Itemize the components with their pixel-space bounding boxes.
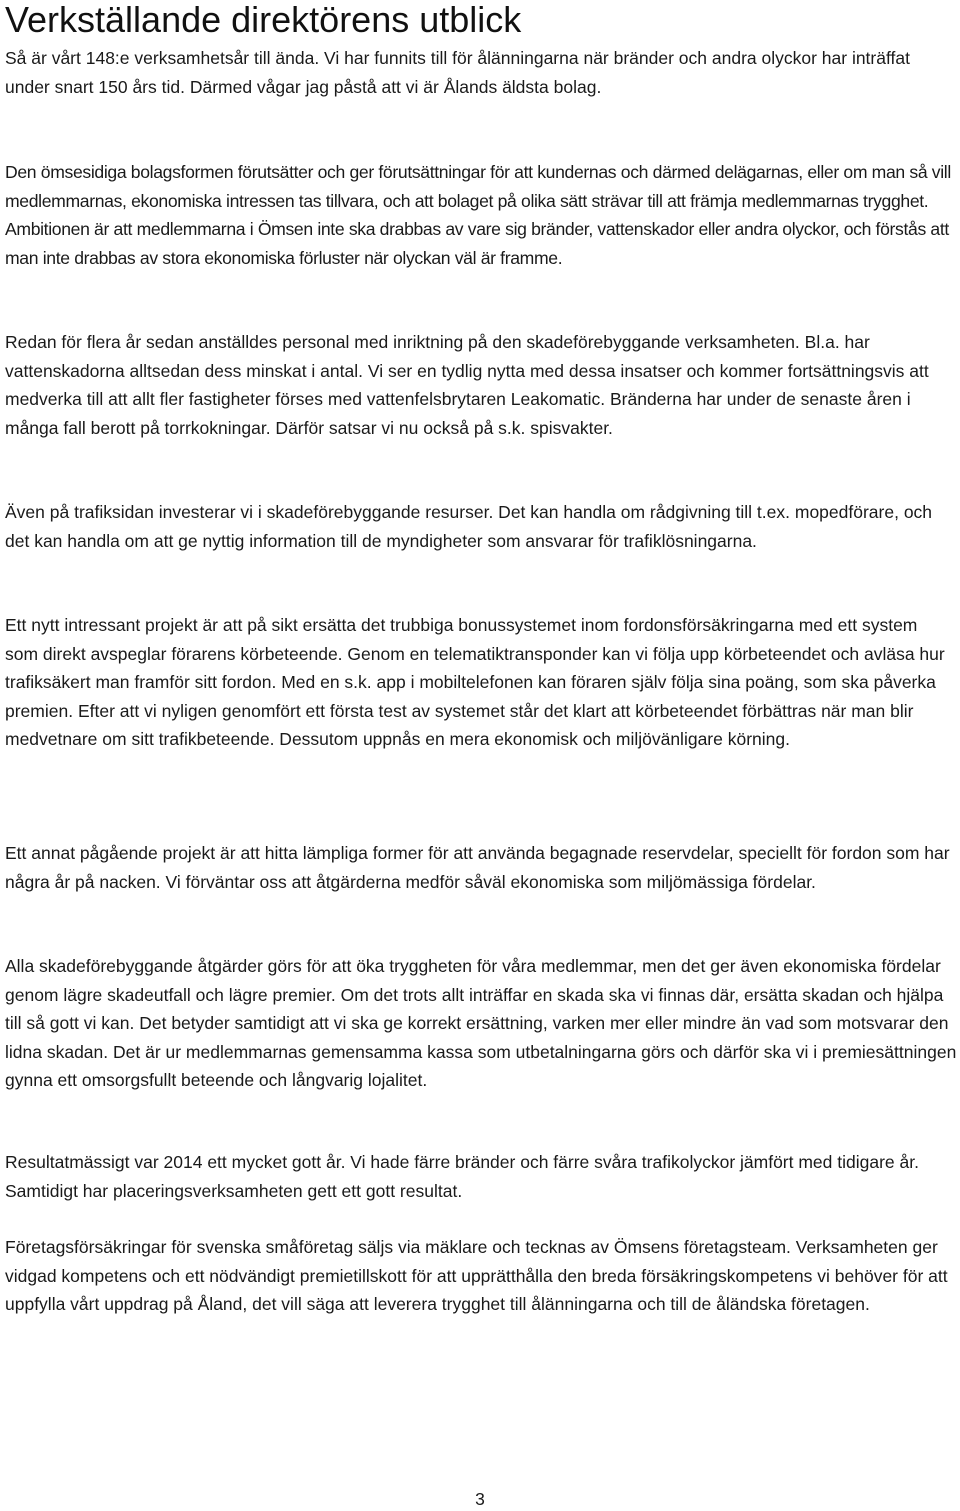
paragraph-telematics-project: Ett nytt intressant projekt är att på sikt ersätta det trubbiga bonussystemet inom fordonsförsäkringarna med ett system som direkt avspeglar förarens körbeteende. Genom en telematiktransponder kan vi följa upp körbeteendet och avläsa hur trafiksäkert man framför sitt fordon. Med en s.k. app i mobiltelefonen kan föraren själv följa sina poäng, som ska påverka premien. Efter att vi nyligen genomfört ett första test av systemet står det klart att körbeteendet förbättras när man blir medvetnare om sitt trafikbeteende. Dessutom uppnås en mera ekonomisk och miljövänligare körning. [5,615,945,749]
paragraph-mutual-company: Den ömsesidiga bolagsformen förutsätter och ger förutsättningar för att kundernas och därmed delägarnas, eller om man så vill medlemmarnas, ekonomiska intressen tas tillvara, och att bolaget på olika sätt strävar till att främja medlemmarnas trygghet. Ambitionen är att medlemmarna i Ömsen inte ska drabbas av vare sig bränder, vattenskador eller andra olyckor, och förstås att man inte drabbas av stora ekonomiska förluster när olyckan väl är framme. [5,162,951,268]
paragraph-prevention-benefits: Alla skadeförebyggande åtgärder görs för att öka tryggheten för våra medlemmar, men det ger även ekonomiska fördelar genom lägre skadeutfall och lägre premier. Om det trots allt inträffar en skada ska vi finnas där, ersätta skadan och hjälpa till så gott vi kan. Det betyder samtidigt att vi ska ge korrekt ersättning, varken mer eller mindre än vad som motsvarar den lidna skadan. Det är ur medlemmarnas gemensamma kassa som utbetalningarna görs och därför ska vi i premiesättningen gynna ett omsorgsfullt beteende och långvarig lojalitet. [5,956,957,1090]
page-number: 3 [475,1489,485,1509]
paragraph-results-2014: Resultatmässigt var 2014 ett mycket gott år. Vi hade färre bränder och färre svåra trafikolyckor jämfört med tidigare år. Samtidigt har placeringsverksamheten gett ett gott resultat. [5,1152,919,1201]
page-title: Verkställande direktörens utblick [5,0,522,40]
paragraph-intro: Så är vårt 148:e verksamhetsår till ända. Vi har funnits till för ålänningarna när bränder och andra olyckor har inträffat under snart 150 års tid. Därmed vågar jag påstå att vi är Ålands äldsta bolag. [5,48,910,97]
paragraph-business-insurance: Företagsförsäkringar för svenska småföretag säljs via mäklare och tecknas av Ömsens företagsteam. Verksamheten ger vidgad kompetens och ett nödvändigt premietillskott för att upprätthålla den breda försäkringskompetens vi behöver för att uppfylla vårt uppdrag på Åland, det vill säga att leverera trygghet till ålänningarna och till de åländska företagen. [5,1237,948,1314]
paragraph-traffic-investment: Även på trafiksidan investerar vi i skadeförebyggande resurser. Det kan handla om rådgivning till t.ex. mopedförare, och det kan handla om att ge nyttig information till de myndigheter som ansvarar för trafiklösningarna. [5,502,933,551]
paragraph-used-parts-project: Ett annat pågående projekt är att hitta lämpliga former för att använda begagnade reservdelar, speciellt för fordon som har några år på nacken. Vi förväntar oss att åtgärderna medför såväl ekonomiska som miljömässiga fördelar. [5,843,950,892]
paragraph-damage-prevention: Redan för flera år sedan anställdes personal med inriktning på den skadeförebyggande verksamheten. Bl.a. har vattenskadorna alltsedan dess minskat i antal. Vi ser en tydlig nytta med dessa insatser och kommer fortsättningsvis att medverka till att allt fler fastigheter förses med vattenfelsbrytaren Leakomatic. Bränderna har under de senaste åren i många fall berott på torrkokningar. Därför satsar vi nu också på s.k. spisvakter. [5,332,929,438]
